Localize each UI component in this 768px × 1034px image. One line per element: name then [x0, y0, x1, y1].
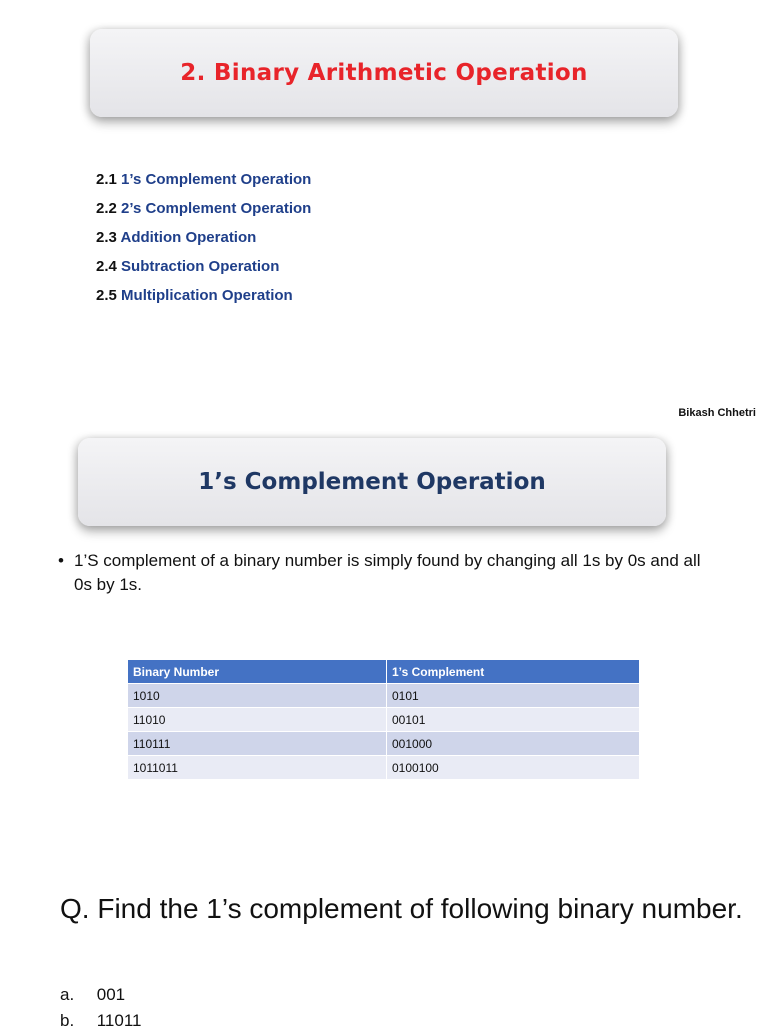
table-of-contents — [96, 168, 311, 313]
title-banner — [78, 438, 666, 526]
list-item — [60, 982, 141, 1008]
toc-number: 2.4 — [96, 258, 117, 275]
question-text: Q. Find the 1’s complement of following binary number. — [60, 893, 743, 924]
table-cell: 001000 — [387, 732, 640, 756]
toc-label: 2’s Complement Operation — [121, 200, 312, 217]
table-cell: 0101 — [387, 684, 640, 708]
table-cell: 00101 — [387, 708, 640, 732]
toc-item-1s-complement — [96, 168, 311, 197]
table-row — [128, 732, 640, 756]
slide-1s-complement — [0, 432, 768, 842]
bullet-icon: • — [58, 551, 64, 570]
page-title: 2. Binary Arithmetic Operation — [180, 60, 588, 86]
toc-label: Addition Operation — [120, 229, 257, 246]
toc-number: 2.1 — [96, 171, 117, 188]
toc-number: 2.3 — [96, 229, 117, 246]
column-header-complement: 1’s Complement — [387, 660, 640, 684]
list-item — [60, 1008, 141, 1034]
toc-label: 1’s Complement Operation — [121, 171, 312, 188]
table-cell: 1011011 — [128, 756, 387, 780]
table-row — [128, 708, 640, 732]
complement-table — [128, 660, 640, 780]
table-header-row — [128, 660, 640, 684]
slide-question — [0, 842, 768, 1030]
table-cell: 11010 — [128, 708, 387, 732]
list-value: 11011 — [96, 1011, 142, 1030]
toc-item-subtraction — [96, 255, 311, 284]
title-banner — [90, 29, 678, 117]
toc-item-addition — [96, 226, 311, 255]
list-value: 001 — [96, 985, 126, 1004]
bullet-point — [58, 549, 718, 597]
column-header-binary: Binary Number — [128, 660, 387, 684]
list-letter: a. — [60, 985, 75, 1004]
table-cell: 110111 — [128, 732, 387, 756]
answer-list — [60, 982, 141, 1034]
toc-item-multiplication — [96, 284, 311, 313]
author-name: Bikash Chhetri — [678, 407, 756, 419]
list-letter: b. — [60, 1011, 75, 1030]
toc-label: Subtraction Operation — [121, 258, 280, 275]
toc-number: 2.2 — [96, 200, 117, 217]
slide-title: 1’s Complement Operation — [198, 469, 546, 495]
toc-number: 2.5 — [96, 287, 117, 304]
table-cell: 0100100 — [387, 756, 640, 780]
slide-binary-arithmetic — [0, 0, 768, 432]
table-row — [128, 684, 640, 708]
toc-item-2s-complement — [96, 197, 311, 226]
table-cell: 1010 — [128, 684, 387, 708]
table-row — [128, 756, 640, 780]
bullet-text: 1’S complement of a binary number is simply found by changing all 1s by 0s and all 0s by 1s. — [74, 551, 701, 594]
toc-label: Multiplication Operation — [121, 287, 293, 304]
